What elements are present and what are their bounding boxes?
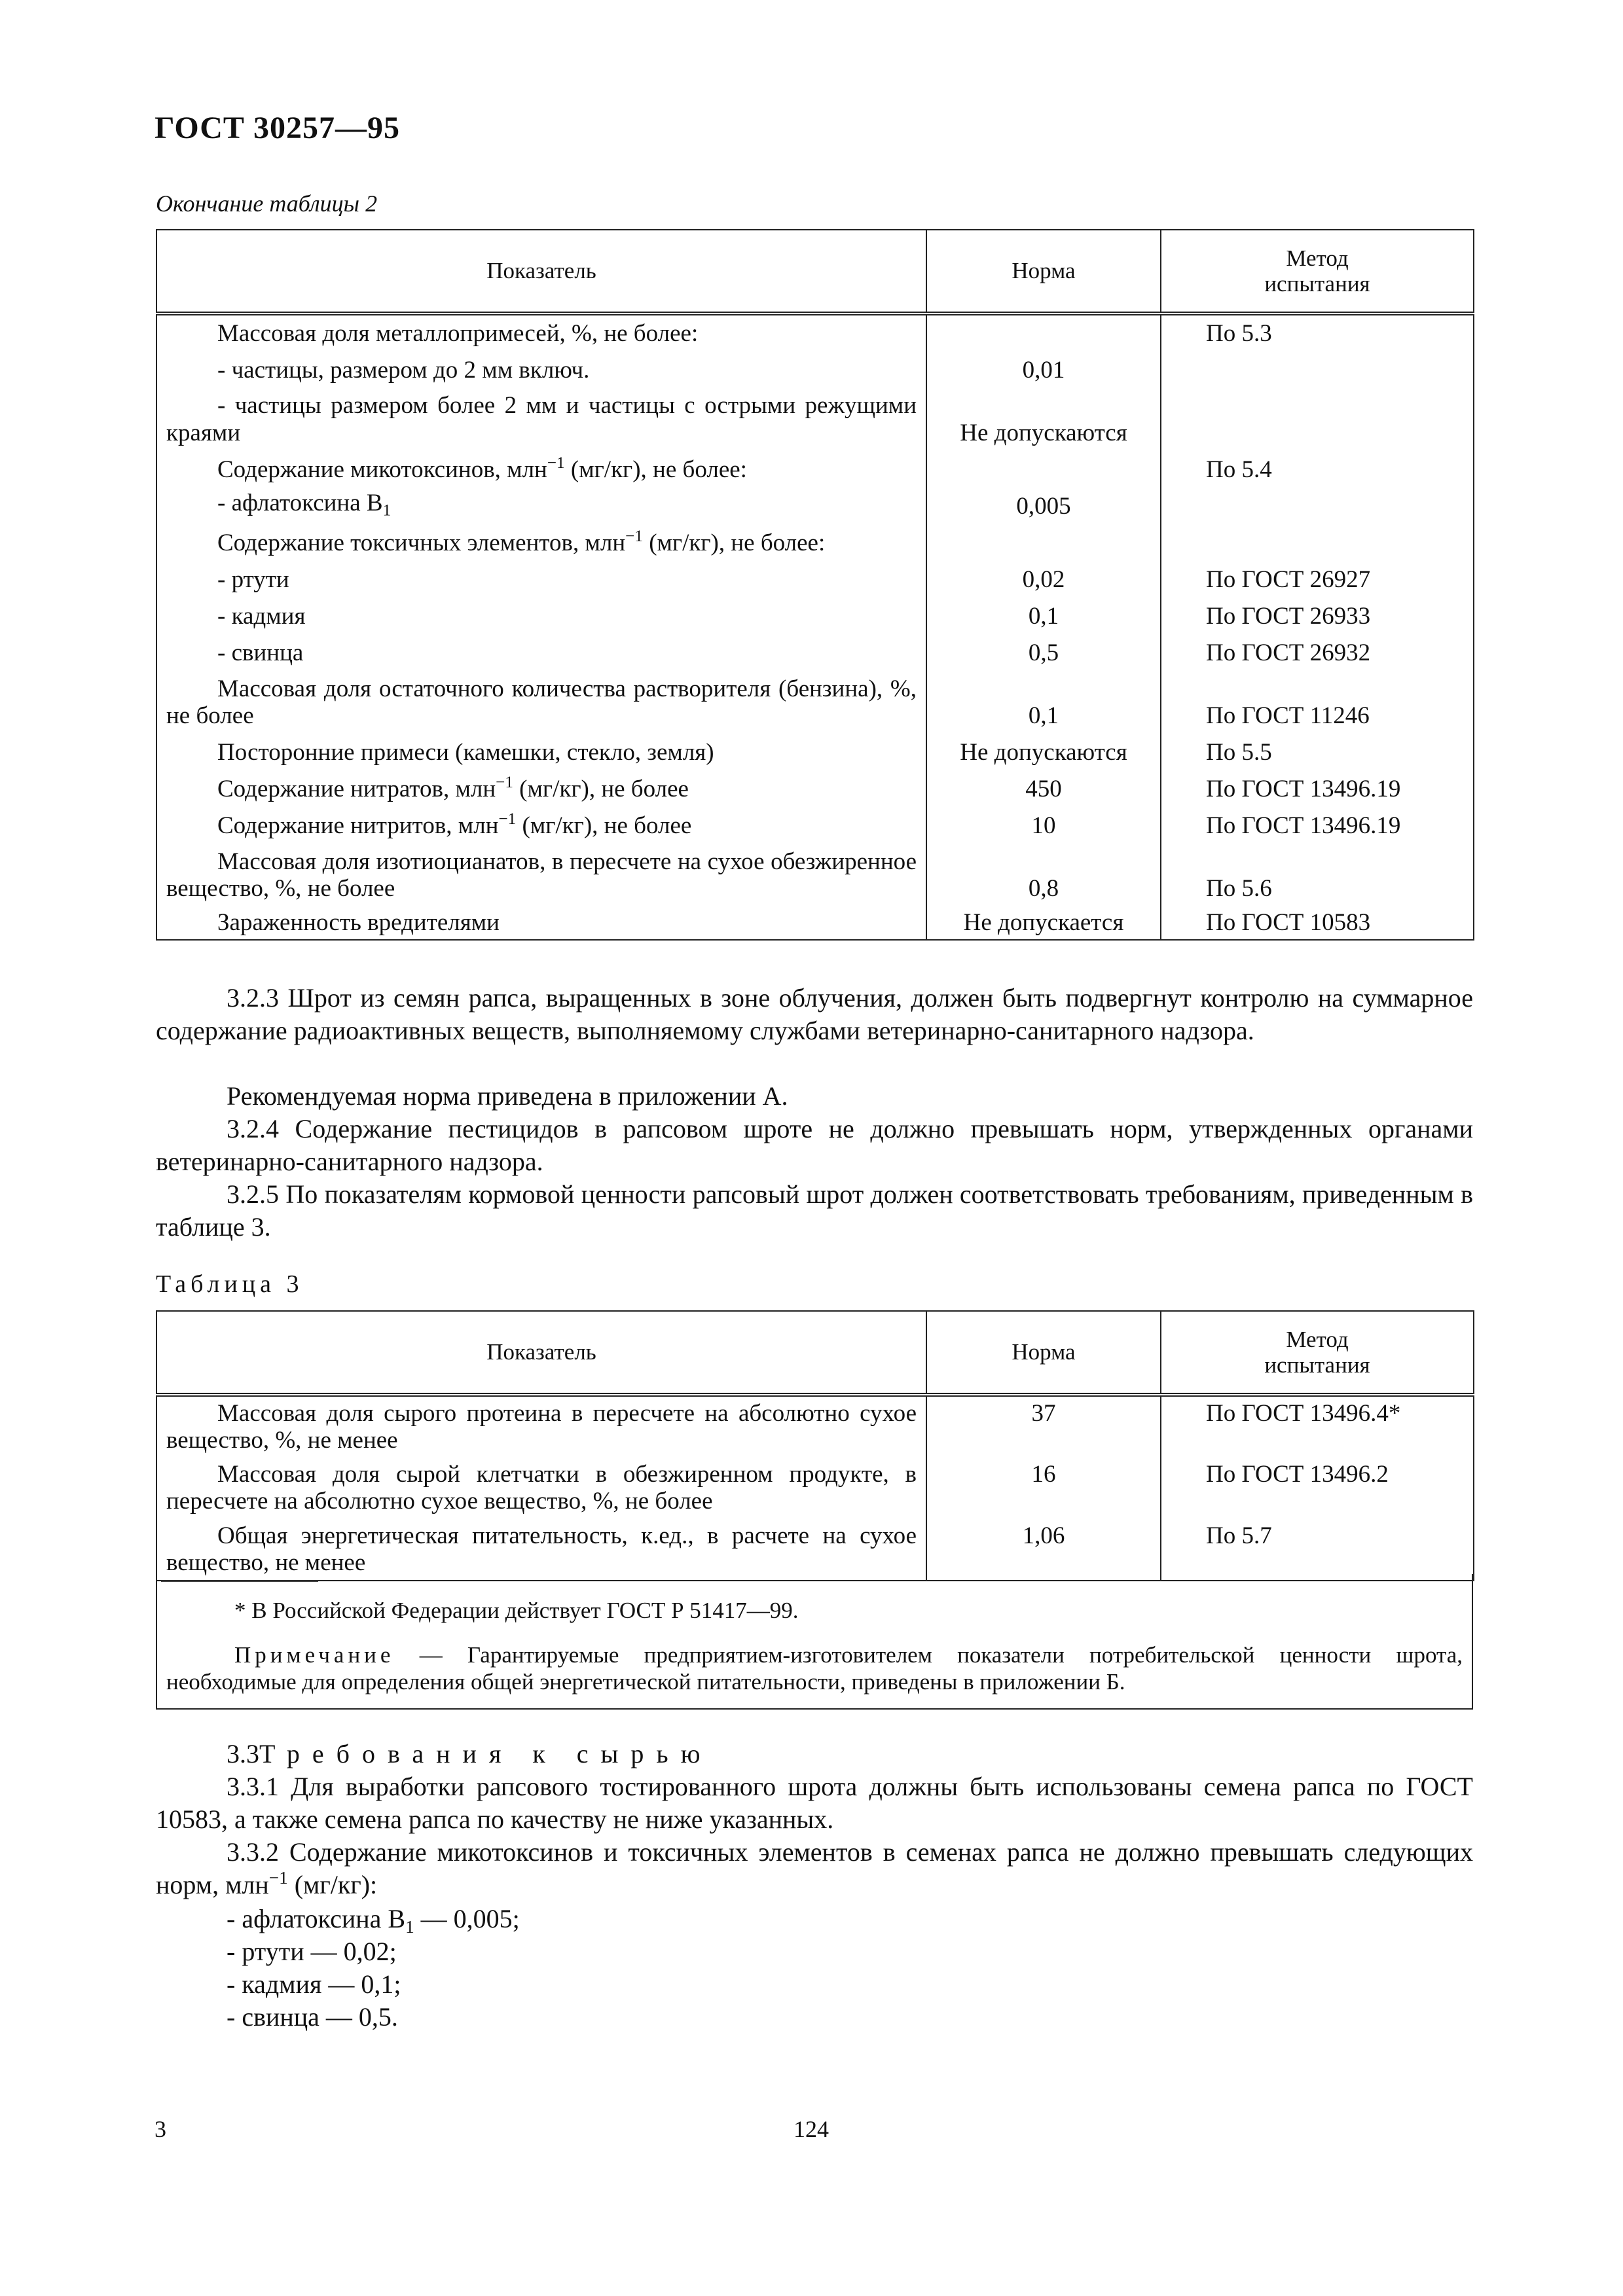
table-row [156,670,1474,733]
row-norm [926,450,1161,486]
row-method: По ГОСТ 13496.19 [1161,806,1474,843]
row-method: По 5.3 [1161,314,1474,350]
row-method: По ГОСТ 26927 [1161,560,1474,597]
table-row [156,806,1474,843]
row-indicator: Общая энергетическая питательность, к.ед., в расчете на сухое вещество, не менее [156,1519,926,1581]
table2-header-method-line2: испытания [1264,271,1370,296]
row-indicator: Массовая доля металлопримесей, %, не более: [156,314,926,350]
table-2 [156,229,1474,941]
table3-caption: Таблица 3 [156,1270,304,1298]
paragraph-3-2-3: 3.2.3 Шрот из семян рапса, выращенных в зоне облучения, должен быть подвергнут контролю на суммарное содержание радиоактивных веществ, выполняемому службами ветеринарно-санитарного надзора. [156,983,1473,1045]
row-norm: Не допускаются [926,733,1161,770]
table2-header-indicator: Показатель [156,230,926,314]
row-norm: 37 [926,1395,1161,1458]
table2-header-method [1161,230,1474,314]
row-indicator: Массовая доля сырого протеина в пересчете на абсолютно сухое вещество, %, не менее [156,1395,926,1458]
row-indicator: Содержание микотоксинов, млн$^{-1}$ (мг/кг), не более: [156,450,926,486]
row-indicator: Содержание нитратов, млн$^{-1}$ (мг/кг), не более [156,770,926,806]
table-row [156,1519,1474,1581]
row-norm: 450 [926,770,1161,806]
paragraph-3-2-4: 3.2.4 Содержание пестицидов в рапсовом шроте не должно превышать норм, утвержденных органами ветеринарно-санитарного надзора. [156,1114,1473,1176]
table-row [156,634,1474,670]
note-label: Примечание [234,1642,395,1668]
table3-header-indicator: Показатель [156,1311,926,1395]
table3-header-method-line1: Метод [1286,1326,1349,1352]
row-norm: 1,06 [926,1519,1161,1581]
row-norm: 0,02 [926,560,1161,597]
paragraph-3-2-3-recommended: Рекомендуемая норма приведена в приложении А. [227,1081,788,1111]
row-norm: Не допускается [926,906,1161,940]
row-indicator: - ртути [156,560,926,597]
table-row [156,597,1474,634]
row-method: По ГОСТ 26932 [1161,634,1474,670]
section-title: Требования к сырью [259,1739,713,1768]
section-number: 3.3 [227,1739,259,1768]
row-norm: 0,005 [926,486,1161,524]
row-method [1161,387,1474,450]
section-3-3-heading [156,1738,1473,1770]
row-method: По ГОСТ 26933 [1161,597,1474,634]
row-method [1161,486,1474,524]
paragraph-3-3-2: 3.3.2 Содержание микотоксинов и токсичных элементов в семенах рапса не должно превышать следующих норм, млн$^{-1}$ (мг/кг): [156,1837,1473,1899]
table-3 [156,1310,1474,1581]
list-item: - свинца — 0,5. [227,2002,398,2032]
table-row [156,387,1474,450]
table3-note [166,1641,1463,1696]
row-method [1161,350,1474,387]
row-indicator: Массовая доля изотиоцианатов, в пересчете на сухое обезжиренное вещество, %, не более [156,843,926,906]
row-method: По ГОСТ 13496.2 [1161,1458,1474,1519]
row-method: По ГОСТ 11246 [1161,670,1474,733]
list-item: - ртути — 0,02; [227,1937,397,1966]
row-method [1161,524,1474,560]
row-method: По ГОСТ 13496.4* [1161,1395,1474,1458]
row-norm: Не допускаются [926,387,1161,450]
footnote-divider [161,1581,318,1582]
row-method: По 5.7 [1161,1519,1474,1581]
row-indicator: - частицы размером более 2 мм и частицы с острыми режущими краями [156,387,926,450]
table-row [156,733,1474,770]
document-title: ГОСТ 30257—95 [155,111,400,145]
row-norm: 16 [926,1458,1161,1519]
row-method: По 5.5 [1161,733,1474,770]
row-indicator: Содержание токсичных элементов, млн$^{-1}$ (мг/кг), не более: [156,524,926,560]
table3-header-method-line2: испытания [1264,1352,1370,1378]
table-row [156,770,1474,806]
table-row [156,524,1474,560]
row-indicator: Зараженность вредителями [156,906,926,940]
row-method: По 5.4 [1161,450,1474,486]
table-row [156,843,1474,906]
page-number-center: 124 [793,2116,829,2142]
row-norm [926,524,1161,560]
row-norm: 0,1 [926,670,1161,733]
row-norm: 0,01 [926,350,1161,387]
row-method: По ГОСТ 10583 [1161,906,1474,940]
row-norm [926,314,1161,350]
row-indicator: - афлатоксина $В_1$ [156,486,926,524]
row-norm: 0,8 [926,843,1161,906]
table-row [156,906,1474,940]
row-method: По 5.6 [1161,843,1474,906]
row-method: По ГОСТ 13496.19 [1161,770,1474,806]
row-indicator: Содержание нитритов, млн$^{-1}$ (мг/кг), не более [156,806,926,843]
table-row [156,350,1474,387]
table3-header-norm: Норма [926,1311,1161,1395]
row-indicator: - кадмия [156,597,926,634]
row-indicator: Массовая доля остаточного количества растворителя (бензина), %, не более [156,670,926,733]
list-item: - кадмия — 0,1; [227,1969,401,1999]
row-indicator: Массовая доля сырой клетчатки в обезжиренном продукте, в пересчете на абсолютно сухое вещество, %, не более [156,1458,926,1519]
table2-header-norm: Норма [926,230,1161,314]
row-norm: 10 [926,806,1161,843]
table-row [156,486,1474,524]
note-text: — Гарантируемые предприятием-изготовителем показатели потребительской ценности шрота, необходимые для определения общей энергетической питательности, приведены в приложении Б. [166,1642,1463,1695]
row-indicator: Посторонние примеси (камешки, стекло, земля) [156,733,926,770]
table-row [156,1458,1474,1519]
list-item: - афлатоксина $В_1$ — 0,005; [227,1904,520,1937]
table-row [156,560,1474,597]
table2-caption: Окончание таблицы 2 [156,190,378,217]
paragraph-3-3-1: 3.3.1 Для выработки рапсового тостированного шрота должны быть использованы семена рапса по ГОСТ 10583, а также семена рапса по качеству не ниже указанных. [156,1772,1473,1834]
table-row [156,1395,1474,1458]
row-norm: 0,5 [926,634,1161,670]
row-indicator: - свинца [156,634,926,670]
table-row [156,450,1474,486]
row-indicator: - частицы, размером до 2 мм включ. [156,350,926,387]
table2-header-method-line1: Метод [1286,245,1349,271]
page-number-left: 3 [155,2116,166,2142]
table3-header-method [1161,1311,1474,1395]
row-norm: 0,1 [926,597,1161,634]
paragraph-3-2-5: 3.2.5 По показателям кормовой ценности рапсовый шрот должен соответствовать требованиям, приведенным в таблице 3. [156,1179,1473,1242]
table3-footnote: * В Российской Федерации действует ГОСТ Р 51417—99. [234,1598,799,1623]
table3-footer [156,1574,1473,1710]
table-row [156,314,1474,350]
